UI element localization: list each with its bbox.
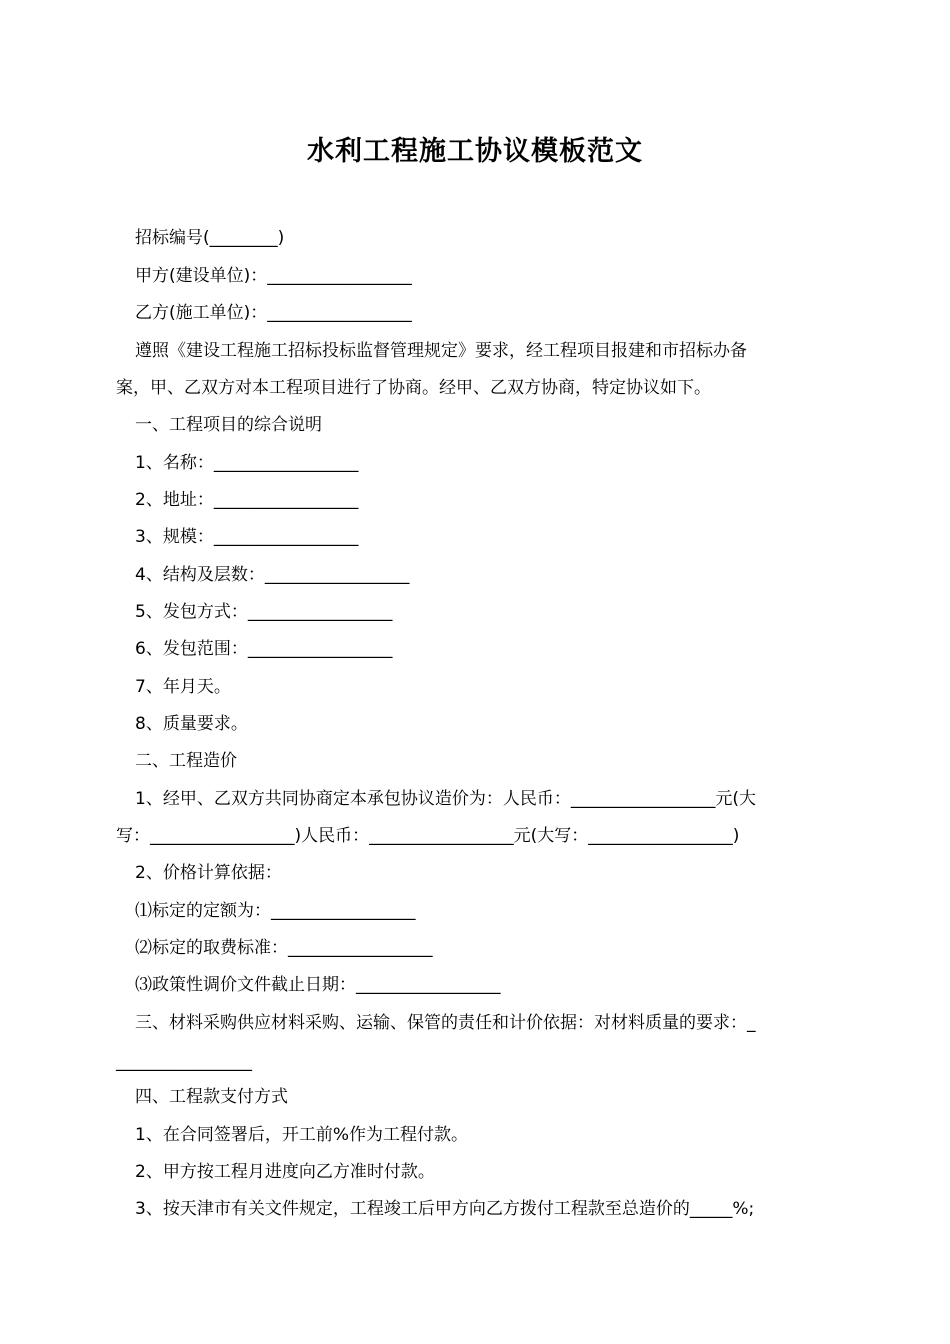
item-quality: 8、质量要求。 [135,714,248,734]
payment-item-2: 2、甲方按工程月进度向乙方准时付款。 [135,1162,435,1182]
item-contract-scope: 6、发包范围：_________________ [135,639,393,659]
pricing-quota: ⑴标定的定额为：_________________ [135,901,416,921]
party-b-line: 乙方(施工单位)：_________________ [135,303,412,323]
item-duration: 7、年月天。 [135,677,231,697]
section-4-heading: 四、工程款支付方式 [135,1087,288,1107]
pricing-fee-standard: ⑵标定的取费标准：_________________ [135,938,433,958]
payment-item-1: 1、在合同签署后，开工前%作为工程付款。 [135,1125,468,1145]
price-line-1: 1、经甲、乙双方共同协商定本承包协议造价为：人民币：_________________元(大 [135,789,756,809]
price-line-2: 写：_________________)人民币：_________________元(大写：_________________) [116,826,740,846]
section-3-line-2: ________________ [116,1052,252,1072]
item-name: 1、名称：_________________ [135,453,359,473]
party-a-line: 甲方(建设单位)：_________________ [135,266,412,286]
section-1-heading: 一、工程项目的综合说明 [135,415,322,435]
section-2-heading: 二、工程造价 [135,751,237,771]
tender-number-line: 招标编号(________) [135,228,285,248]
pricing-cutoff-date: ⑶政策性调价文件截止日期：_________________ [135,975,501,995]
item-scale: 3、规模：_________________ [135,527,359,547]
item-address: 2、地址：_________________ [135,490,359,510]
section-3-line-1: 三、材料采购供应材料采购、运输、保管的责任和计价依据：对材料质量的要求：_ [135,1013,756,1033]
preamble-line-1: 遵照《建设工程施工招标投标监督管理规定》要求，经工程项目报建和市招标办备 [135,341,747,361]
payment-item-3: 3、按天津市有关文件规定，工程竣工后甲方向乙方拨付工程款至总造价的_____%; [135,1199,755,1219]
pricing-basis: 2、价格计算依据： [135,863,282,883]
item-structure: 4、结构及层数：_________________ [135,565,410,585]
document-title: 水利工程施工协议模板范文 [307,136,643,167]
item-contract-method: 5、发包方式：_________________ [135,602,393,622]
preamble-line-2: 案，甲、乙双方对本工程项目进行了协商。经甲、乙双方协商，特定协议如下。 [116,378,711,398]
